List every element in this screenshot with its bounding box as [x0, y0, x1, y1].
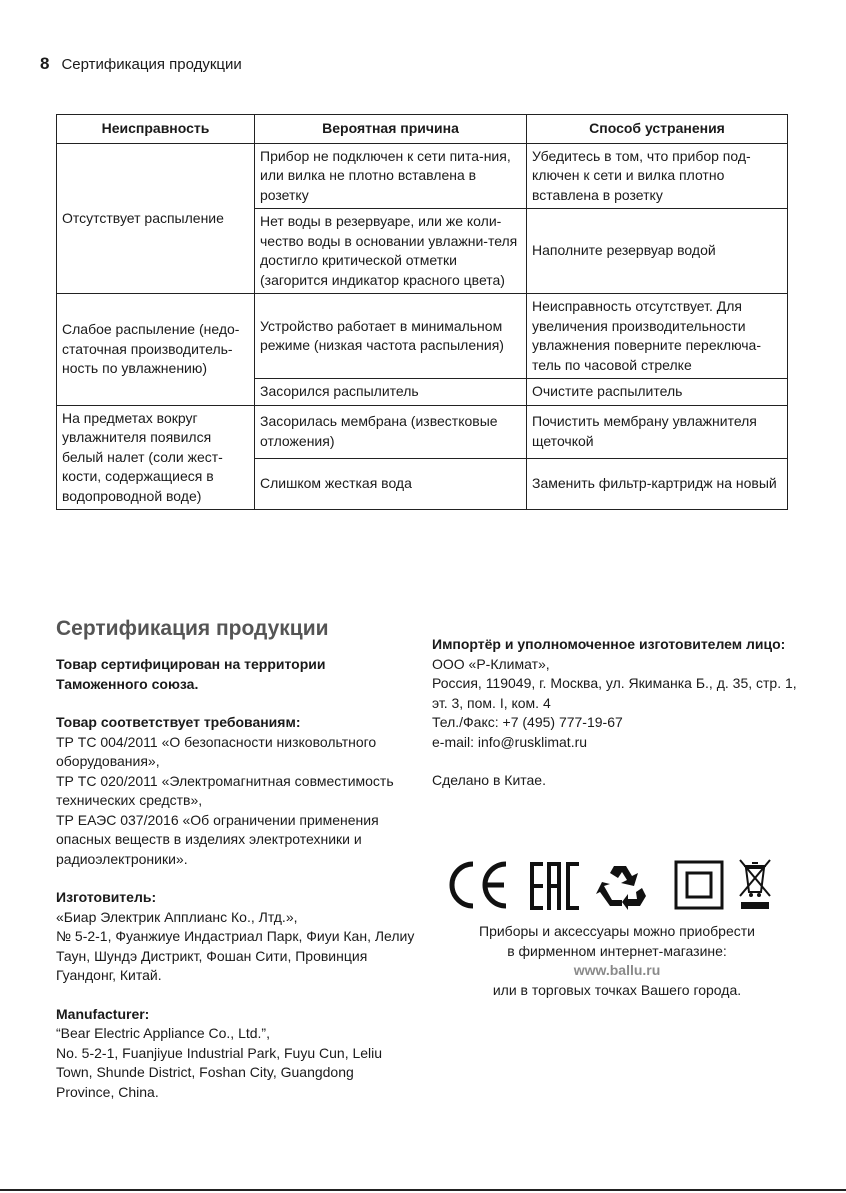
- column-header-cause: Вероятная причина: [255, 115, 527, 144]
- cause-cell: Слишком жесткая вода: [255, 459, 527, 510]
- table-row: [57, 405, 788, 459]
- manufacturer-en-name: “Bear Electric Appliance Co., Ltd.”,: [56, 1025, 270, 1041]
- manufacturer-ru-address: № 5-2-1, Фуанжиуе Индастриал Парк, Фиуи Кан, Лелиу Таун, Шундэ Дистрикт, Фошан Сити, Провинция Гуандонг, Китай.: [56, 928, 415, 983]
- cause-cell: Засорилась мембрана (известковые отложения): [255, 405, 527, 459]
- fault-cell: Отсутствует распыление: [57, 143, 255, 294]
- table-row: [57, 294, 788, 379]
- shop-info: [432, 922, 802, 1000]
- solution-cell: Очистите распылитель: [527, 379, 788, 406]
- importer-section: [432, 635, 802, 791]
- compliance-item: ТР ТС 004/2011 «О безопасности низковольтного оборудования»,: [56, 733, 377, 769]
- certification-marks: [446, 858, 776, 914]
- manufacturer-en-address: No. 5-2-1, Fuanjiyue Industrial Park, Fuyu Cun, Leliu Town, Shunde District, Foshan City, Guangdong Province, China.: [56, 1044, 383, 1100]
- page-number: 8: [40, 54, 50, 73]
- compliance-block: [56, 713, 416, 869]
- certified-statement: Товар сертифицирован на территории Таможенного союза.: [56, 656, 326, 692]
- cause-cell: Засорился распылитель: [255, 379, 527, 406]
- importer-title: Импортёр и уполномоченное изготовителем лицо:: [432, 636, 786, 652]
- shop-line: или в торговых точках Вашего города.: [492, 981, 742, 998]
- importer-address: Россия, 119049, г. Москва, ул. Якиманка Б., д. 35, стр. 1, эт. 3, пом. I, ком. 4: [432, 675, 797, 711]
- importer-phone: Тел./Факс: +7 (495) 777-19-67: [432, 714, 623, 730]
- weee-crossed-bin-icon: [738, 858, 772, 917]
- cause-cell: Устройство работает в минимальном режиме (низкая частота распыления): [255, 294, 527, 379]
- manufacturer-en-block: [56, 1005, 416, 1103]
- manufacturer-ru-title: Изготовитель:: [56, 889, 157, 905]
- troubleshooting-table: [56, 114, 788, 510]
- ce-mark-icon: [446, 858, 510, 917]
- fault-cell: На предметах вокруг увлажнителя появился белый налет (соли жест-кости, содержащиеся в водопроводной воде): [57, 405, 255, 510]
- fault-cell: Слабое распыление (недо-статочная производитель-ность по увлажнению): [57, 294, 255, 406]
- compliance-item: ТР ЕАЭС 037/2016 «Об ограничении применения опасных веществ в изделиях электротехники и радиоэлектроники».: [56, 811, 379, 867]
- recycle-icon: [596, 862, 648, 915]
- double-insulation-icon: [674, 860, 724, 915]
- shop-url-link[interactable]: www.ballu.ru: [573, 962, 661, 978]
- column-header-solution: Способ устранения: [527, 115, 788, 144]
- column-header-fault: Неисправность: [57, 115, 255, 144]
- compliance-item: ТР ТС 020/2011 «Электромагнитная совместимость технических средств»,: [56, 772, 394, 808]
- certification-section: [56, 655, 416, 1121]
- manufacturer-ru-block: [56, 888, 416, 986]
- footer-divider: [0, 1189, 846, 1191]
- table-header-row: [57, 115, 788, 144]
- shop-line: Приборы и аксессуары можно приобрести: [479, 923, 755, 939]
- manufacturer-ru-name: «Биар Электрик Апплианс Ко., Лтд.»,: [56, 908, 298, 925]
- origin-text: Сделано в Китае.: [432, 772, 546, 788]
- compliance-title: Товар соответствует требованиям:: [56, 714, 301, 730]
- solution-cell: Неисправность отсутствует. Для увеличения производительности увлажнения поверните переключа-тель по часовой стрелке: [527, 294, 788, 379]
- eac-mark-icon: [530, 862, 580, 915]
- cause-cell: Прибор не подключен к сети пита-ния, или вилка не плотно вставлена в розетку: [255, 143, 527, 209]
- section-title: Сертификация продукции: [61, 56, 242, 73]
- importer-company: ООО «Р-Климат»,: [432, 655, 550, 672]
- solution-cell: Убедитесь в том, что прибор под-ключен к сети и вилка плотно вставлена в розетку: [527, 143, 788, 209]
- manufacturer-en-title: Manufacturer:: [56, 1005, 150, 1022]
- page-header: [40, 54, 242, 74]
- cause-cell: Нет воды в резервуаре, или же коли-чество воды в основании увлажни-теля достигло критической отметки (загорится индикатор красного цвета): [255, 209, 527, 294]
- solution-cell: Заменить фильтр-картридж на новый: [527, 459, 788, 510]
- solution-cell: Почистить мембрану увлажнителя щеточкой: [527, 405, 788, 459]
- table-row: [57, 143, 788, 209]
- solution-cell: Наполните резервуар водой: [527, 209, 788, 294]
- importer-email: e-mail: info@rusklimat.ru: [432, 733, 588, 750]
- shop-line: в фирменном интернет-магазине:: [507, 942, 727, 959]
- certification-heading: Сертификация продукции: [56, 617, 329, 640]
